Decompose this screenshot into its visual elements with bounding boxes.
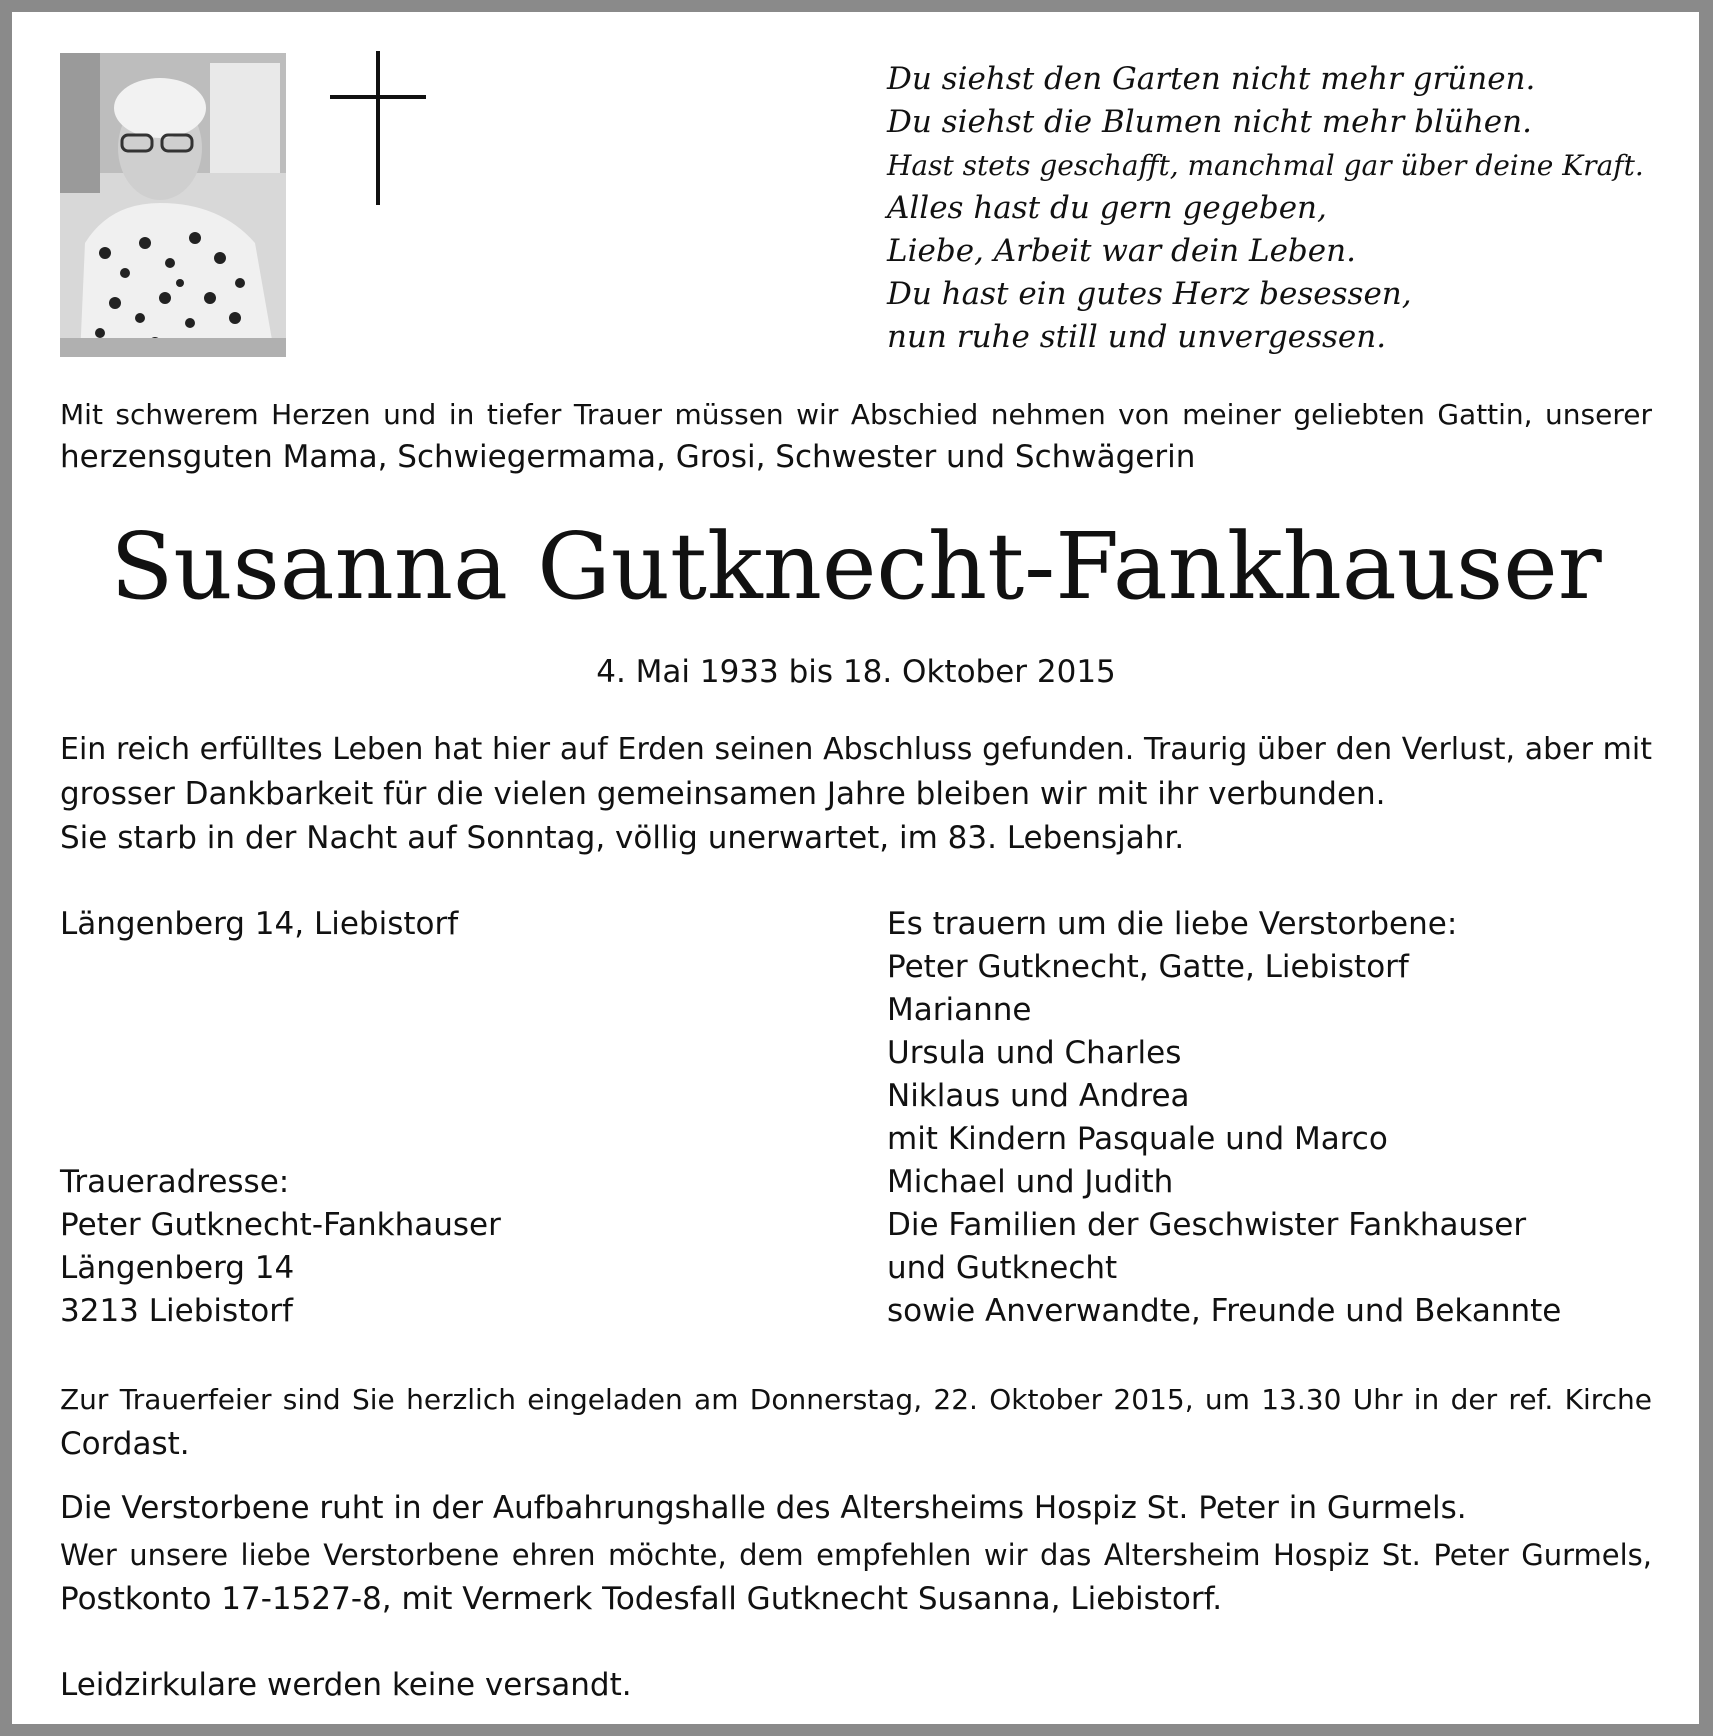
intro-line: herzensguten Mama, Schwiegermama, Grosi, Schwester und Schwägerin <box>60 439 1196 475</box>
funeral-line: Zur Trauerfeier sind Sie herzlich eingeladen am Donnerstag, 22. Oktober 2015, um 13.30 Uhr in der ref. Kirche <box>60 1383 1652 1416</box>
resting-place: Die Verstorbene ruht in der Aufbahrungshalle des Altersheims Hospiz St. Peter in Gurmels. <box>60 1490 1467 1526</box>
closing-note: Leidzirkulare werden keine versandt. <box>60 1667 632 1703</box>
portrait-photo <box>60 53 286 357</box>
donation-line: Wer unsere liebe Verstorbene ehren möchte, dem empfehlen wir das Altersheim Hospiz St. Peter Gurmels, <box>60 1538 1652 1572</box>
donation-line: Postkonto 17-1527-8, mit Vermerk Todesfall Gutknecht Susanna, Liebistorf. <box>60 1581 1223 1617</box>
poem-line: Du hast ein gutes Herz besessen, <box>887 276 1412 312</box>
address-line: 3213 Liebistorf <box>60 1293 293 1329</box>
mourner-line: Peter Gutknecht, Gatte, Liebistorf <box>887 949 1409 985</box>
poem-line: Alles hast du gern gegeben, <box>887 190 1327 226</box>
cross-icon <box>330 51 426 205</box>
donation-info <box>60 1533 1652 1621</box>
poem-line: Du siehst den Garten nicht mehr grünen. <box>887 61 1536 97</box>
intro-text <box>60 394 1652 478</box>
mourner-line: und Gutknecht <box>887 1250 1118 1286</box>
poem <box>887 58 1667 359</box>
address-line: Längenberg 14 <box>60 1250 295 1286</box>
deceased-name: Susanna Gutknecht-Fankhauser <box>110 513 1602 620</box>
life-paragraph <box>60 728 1652 860</box>
mourner-line: sowie Anverwandte, Freunde und Bekannte <box>887 1293 1562 1329</box>
address-line: Traueradresse: <box>60 1164 290 1200</box>
obituary-page <box>12 12 1699 1724</box>
mourner-line: Marianne <box>887 992 1032 1028</box>
poem-line: Du siehst die Blumen nicht mehr blühen. <box>887 104 1532 140</box>
life-dates: 4. Mai 1933 bis 18. Oktober 2015 <box>596 654 1116 690</box>
location-block <box>60 903 740 946</box>
paragraph-line: grosser Dankbarkeit für die vielen gemeinsamen Jahre bleiben wir mit ihr verbunden. <box>60 776 1386 812</box>
mourner-line: mit Kindern Pasquale und Marco <box>887 1121 1388 1157</box>
mourner-line: Niklaus und Andrea <box>887 1078 1190 1114</box>
paragraph-line: Ein reich erfülltes Leben hat hier auf Erden seinen Abschluss gefunden. Traurig über den Verlust, aber mit <box>60 732 1652 767</box>
poem-line: Liebe, Arbeit war dein Leben. <box>887 233 1356 269</box>
funeral-line: Cordast. <box>60 1426 190 1462</box>
intro-line: Mit schwerem Herzen und in tiefer Trauer müssen wir Abschied nehmen von meiner geliebten Gattin, unserer <box>60 398 1652 431</box>
mourner-line: Michael und Judith <box>887 1164 1174 1200</box>
funeral-info <box>60 1378 1652 1466</box>
poem-line: Hast stets geschafft, manchmal gar über deine Kraft. <box>887 149 1644 182</box>
poem-line: nun ruhe still und unvergessen. <box>887 319 1387 355</box>
mourner-line: Ursula und Charles <box>887 1035 1182 1071</box>
location: Längenberg 14, Liebistorf <box>60 906 459 942</box>
paragraph-line: Sie starb in der Nacht auf Sonntag, völlig unerwartet, im 83. Lebensjahr. <box>60 820 1185 856</box>
mourner-line: Es trauern um die liebe Verstorbene: <box>887 906 1458 942</box>
mourners-list <box>887 903 1687 1333</box>
mourner-line: Die Familien der Geschwister Fankhauser <box>887 1207 1527 1243</box>
address-line: Peter Gutknecht-Fankhauser <box>60 1207 501 1243</box>
mourning-address <box>60 1161 740 1333</box>
